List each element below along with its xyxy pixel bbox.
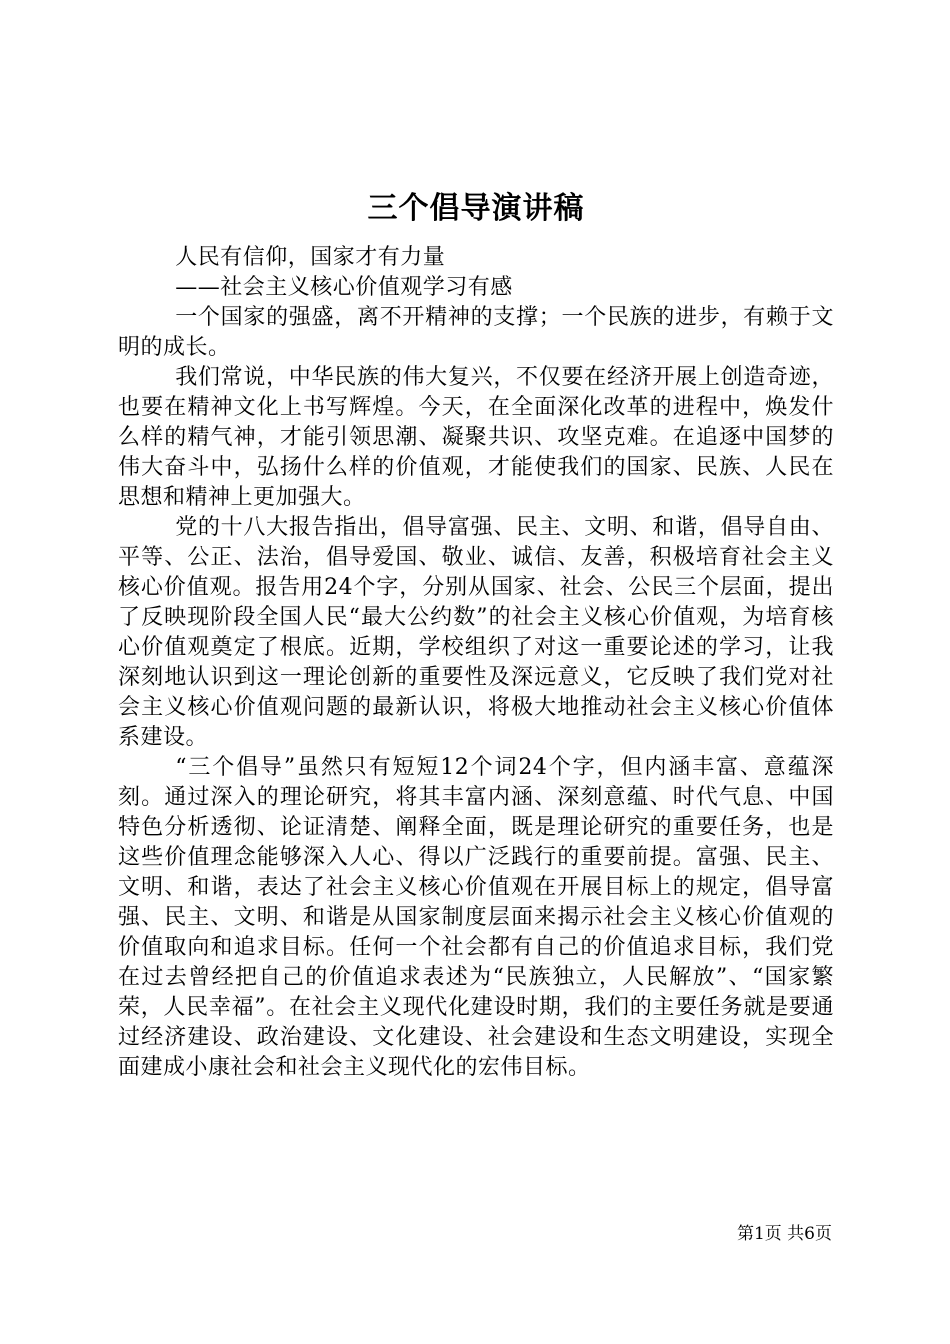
paragraph-body-2: 党的十八大报告指出，倡导富强、民主、文明、和谐，倡导自由、平等、公正、法治，倡导爱国、敬业、诚信、友善，积极培育社会主义核心价值观。报告用24个字，分别从国家、社会、公民三个层面，提出了反映现阶段全国人民“最大公约数”的社会主义核心价值观，为培育核心价值观奠定了根底。近期，学校组织了对这一重要论述的学习，让我深刻地认识到这一理论创新的重要性及深远意义，它反映了我们党对社会主义核心价值观问题的最新认识，将极大地推动社会主义核心价值体系建设。: [118, 515, 834, 750]
page-indicator: 第1页 共6页: [736, 1224, 832, 1244]
document-content: [118, 183, 834, 1083]
document-body: [118, 243, 834, 1083]
paragraph-body-3: “三个倡导”虽然只有短短12个词24个字，但内涵丰富、意蕴深刻。通过深入的理论研究，将其丰富内涵、深刻意蕴、时代气息、中国特色分析透彻、论证清楚、阐释全面，既是理论研究的重要任务，也是这些价值理念能够深入人心、得以广泛践行的重要前提。富强、民主、文明、和谐，表达了社会主义核心价值观在开展目标上的规定，倡导富强、民主、文明、和谐是从国家制度层面来揭示社会主义核心价值观的价值取向和追求目标。任何一个社会都有自己的价值追求目标，我们党在过去曾经把自己的价值追求表述为“民族独立，人民解放”、“国家繁荣，人民幸福”。在社会主义现代化建设时期，我们的主要任务就是要通过经济建设、政治建设、文化建设、社会建设和生态文明建设，实现全面建成小康社会和社会主义现代化的宏伟目标。: [118, 755, 834, 1080]
paragraph-body-1: 我们常说，中华民族的伟大复兴，不仅要在经济开展上创造奇迹，也要在精神文化上书写辉煌。今天，在全面深化改革的进程中，焕发什么样的精气神，才能引领思潮、凝聚共识、攻坚克难。在追逐中国梦的伟大奋斗中，弘扬什么样的价值观，才能使我们的国家、民族、人民在思想和精神上更加强大。: [118, 365, 834, 510]
document-title: 三个倡导演讲稿: [367, 191, 585, 226]
page-footer: [737, 1219, 832, 1244]
paragraph-subtitle-line2: ——社会主义核心价值观学习有感: [175, 275, 513, 300]
paragraph-intro: 一个国家的强盛，离不开精神的支撑；一个民族的进步，有赖于文明的成长。: [118, 305, 834, 360]
paragraph-subtitle-line1: 人民有信仰，国家才有力量: [175, 245, 446, 270]
